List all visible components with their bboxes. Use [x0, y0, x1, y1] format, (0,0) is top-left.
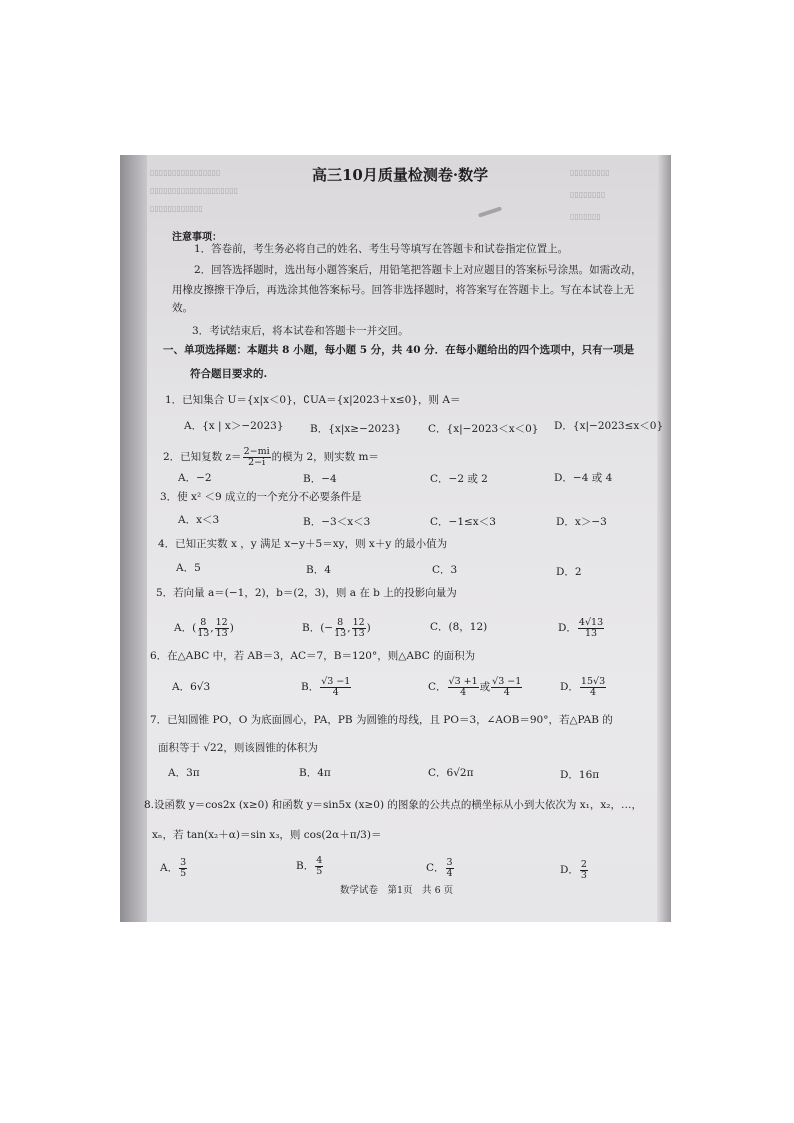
question-3-stem: 3．使 x² ＜9 成立的一个充分不必要条件是	[160, 491, 362, 503]
notice-item: 1．答卷前，考生务必将自己的姓名、考生号等填写在答题卡和试卷指定位置上。	[194, 243, 569, 255]
numerator: √3 −1	[321, 675, 351, 687]
q6-c-fraction-1	[448, 677, 479, 698]
numerator: 12	[352, 616, 365, 628]
denominator: 13	[215, 627, 228, 639]
notice-item: 3．考试结束后，将本试卷和答题卡一并交回。	[192, 325, 409, 337]
bleed-through-text: ▯▯▯▯▯▯▯▯	[570, 190, 606, 199]
numerator: 8	[337, 616, 344, 628]
q5-option-c: C．(8，12)	[430, 621, 488, 633]
notice-item: 2．回答选择题时，选出每小题答案后，用铅笔把答题卡上对应题目的答案标号涂黑。如需改动，	[194, 264, 642, 276]
notice-item: 用橡皮擦擦干净后，再选涂其他答案标号。回答非选择题时，将答案写在答题卡上。写在本试卷上无	[172, 284, 634, 296]
q8-option-d	[560, 855, 589, 885]
q8-b-prefix: B．	[296, 860, 315, 872]
q5-d-prefix: D．	[558, 622, 577, 634]
q2-option-b: B．−4	[303, 473, 337, 485]
denominator: 4	[446, 867, 453, 879]
q8-c-prefix: C．	[426, 862, 445, 874]
q5-b-fraction-2	[352, 618, 366, 639]
q5-a-prefix: A．(	[174, 622, 197, 634]
q8-option-a	[160, 853, 188, 883]
bleed-through-text: ▯▯▯▯▯▯▯▯▯	[570, 168, 610, 177]
numerator: 3	[446, 856, 453, 868]
q1-option-a: A．{x | x＞−2023}	[184, 420, 284, 432]
q6-b-fraction	[320, 677, 351, 698]
q6-option-d	[560, 673, 607, 701]
question-6-stem: 6．在△ABC 中，若 AB＝3，AC＝7，B＝120°，则△ABC 的面积为	[150, 650, 476, 662]
q5-a-fraction-2	[215, 618, 229, 639]
q4-option-d: D．2	[556, 566, 582, 578]
q6-b-prefix: B．	[301, 681, 320, 693]
denominator: 5	[180, 867, 187, 879]
denominator: 4	[332, 686, 339, 698]
q3-option-c: C．−1≤x＜3	[430, 516, 496, 528]
question-5-stem: 5．若向量 a＝(−1，2)，b＝(2，3)，则 a 在 b 上的投影向量为	[156, 587, 457, 599]
section-heading: 符合题目要求的.	[190, 368, 268, 380]
q7-option-b: B．4π	[299, 767, 331, 779]
q2-option-d: D．−4 或 4	[554, 472, 613, 484]
q2-numerator: 2−mi	[243, 445, 270, 457]
numerator: √3 +1	[448, 675, 478, 687]
q5-option-b: B．(− $\frac{8}{13}$ , $\frac{12}{13}$ )	[302, 616, 371, 639]
q1-option-d: D．{x|−2023≤x＜0}	[554, 420, 664, 432]
q1-option-b: B．{x|x≥−2023}	[310, 423, 402, 435]
notice-item: 效。	[172, 302, 193, 314]
q5-d-fraction	[578, 618, 604, 639]
q6-option-a: A．6√3	[172, 681, 211, 693]
denominator: 3	[580, 869, 587, 881]
question-4-stem: 4．已知正实数 x ，y 满足 x−y＋5＝xy，则 x＋y 的最小值为	[158, 538, 448, 550]
denominator: 4	[503, 686, 510, 698]
q2-stem-post: 的模为 2，则实数 m＝	[271, 451, 379, 463]
q6-d-prefix: D．	[560, 681, 579, 693]
numerator: 12	[215, 616, 228, 628]
q6-c-prefix: C．	[428, 681, 447, 693]
page-footer: 数学试卷 第1页 共 6 页	[340, 885, 454, 896]
q8-d-prefix: D．	[560, 864, 579, 876]
q5-b-prefix: B．(−	[302, 622, 334, 634]
numerator: √3 −1	[492, 675, 522, 687]
question-7-line-2: 面积等于 √22，则该圆锥的体积为	[158, 742, 318, 754]
notice-heading: 注意事项：	[172, 232, 222, 243]
denominator: 4	[589, 686, 597, 698]
denominator: 13	[352, 627, 365, 639]
q5-a-fraction-1	[197, 618, 209, 639]
q5-b-fraction-1	[334, 618, 346, 639]
q3-option-b: B．−3＜x＜3	[303, 516, 371, 528]
page-title: 高三10月质量检测卷·数学	[312, 166, 489, 184]
q8-d-fraction	[580, 860, 588, 881]
question-8-line-1: 8.设函数 y＝cos2x (x≥0) 和函数 y＝sin5x (x≥0) 的图象的公共点的横坐标从小到大依次为 x₁，x₂，…，	[144, 799, 642, 811]
numerator: 4	[316, 854, 323, 866]
numerator: 3	[180, 856, 187, 868]
bleed-through-text: ▯▯▯▯▯▯▯▯▯▯▯▯	[150, 204, 203, 213]
numerator: 15√3	[580, 675, 606, 687]
bleed-through-text: ▯▯▯▯▯▯▯	[570, 212, 601, 221]
denominator: 13	[334, 627, 347, 639]
question-8-line-2: xₙ，若 tan(x₂＋α)＝sin x₃，则 cos(2α＋π/3)＝	[152, 829, 382, 841]
q3-option-d: D．x＞−3	[556, 516, 607, 528]
q5-b-suffix: )	[366, 622, 371, 634]
denominator: 4	[460, 686, 467, 698]
section-heading: 一、单项选择题：本题共 8 小题，每小题 5 分，共 40 分．在每小题给出的四个选项中，只有一项是	[163, 344, 635, 356]
q3-option-a: A．x＜3	[178, 514, 220, 526]
q6-option-b	[301, 673, 352, 701]
q2-option-a: A．−2	[178, 472, 212, 484]
denominator: 13	[197, 627, 210, 639]
q8-c-fraction	[446, 858, 454, 879]
q2-denominator: 2−i	[248, 456, 266, 468]
q6-option-c	[428, 673, 523, 701]
q7-option-a: A．3π	[168, 767, 200, 779]
denominator: 13	[584, 627, 598, 639]
q8-option-b	[296, 851, 324, 881]
q7-option-d: D．16π	[560, 769, 600, 781]
q2-fraction	[243, 447, 271, 468]
question-1-stem: 1．已知集合 U＝{x|x＜0}，∁UA＝{x|2023＋x≤0}，则 A＝	[165, 394, 461, 406]
q5-a-suffix: )	[229, 622, 234, 634]
q4-option-b: B．4	[306, 564, 331, 576]
q5-option-d	[558, 614, 605, 642]
q6-c-fraction-2	[491, 677, 522, 698]
numerator: 8	[200, 616, 207, 628]
q2-stem-pre: 2．已知复数 z＝	[163, 451, 242, 463]
q8-b-fraction	[315, 856, 323, 877]
bleed-through-text: ▯▯▯▯▯▯▯▯▯▯▯▯▯▯▯▯	[150, 168, 221, 177]
q8-option-c	[426, 853, 455, 883]
q6-c-or: 或	[479, 681, 491, 693]
q4-option-c: C．3	[432, 564, 458, 576]
q8-a-prefix: A．	[160, 862, 179, 874]
q8-a-fraction	[179, 858, 187, 879]
q1-option-c: C．{x|−2023＜x＜0}	[428, 423, 539, 435]
q4-option-a: A．5	[176, 562, 201, 574]
q5-option-a: A．( $\frac{8}{13}$ , $\frac{12}{13}$ )	[174, 616, 234, 639]
bleed-through-text: ▯▯▯▯▯▯▯▯▯▯▯▯▯▯▯▯▯▯▯▯	[150, 186, 239, 195]
question-2-stem	[163, 445, 379, 469]
q6-d-fraction	[580, 677, 606, 698]
question-7-line-1: 7．已知圆锥 PO，O 为底面圆心，PA，PB 为圆锥的母线，且 PO＝3，∠AOB＝90°，若△PAB 的	[150, 714, 613, 726]
denominator: 5	[316, 865, 323, 877]
q7-option-c: C．6√2π	[428, 767, 474, 779]
numerator: 2	[580, 858, 587, 870]
numerator: 4√13	[578, 616, 604, 628]
q2-option-c: C．−2 或 2	[430, 473, 488, 485]
